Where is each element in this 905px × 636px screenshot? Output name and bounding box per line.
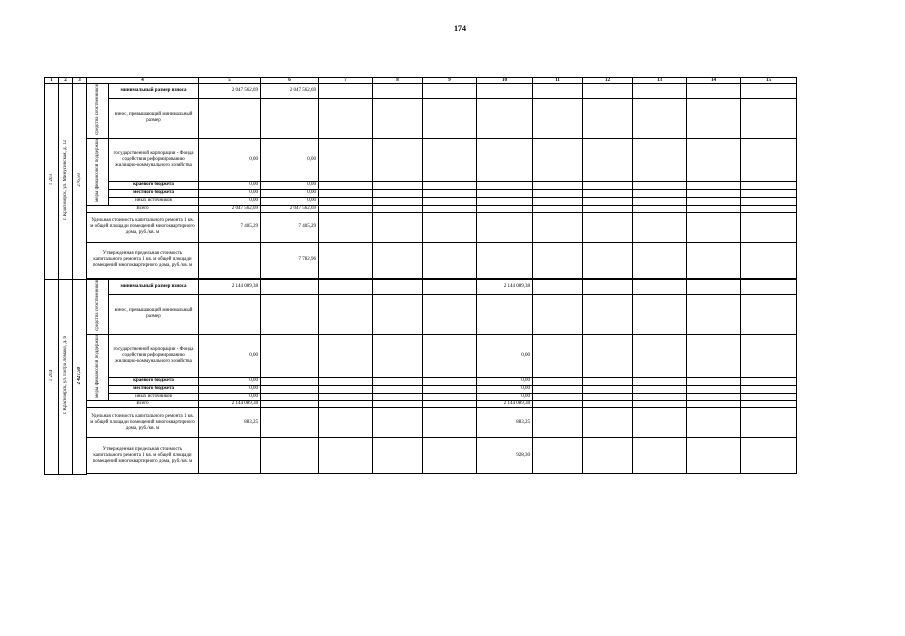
cell-col6: 2 047 562,69	[261, 205, 319, 212]
excess-contribution-label: взнос, превышающий минимальный размер	[109, 294, 199, 334]
cell-col6	[261, 279, 319, 294]
cell-col6	[261, 385, 319, 393]
house-address: г. Красноярск, ул. Петра Ломако, д. 6	[59, 279, 73, 474]
cell-col10: 0,00	[477, 385, 533, 393]
column-number: 11	[533, 78, 583, 84]
cell-col5: 0,00	[199, 189, 261, 197]
row-number: 1 204	[45, 279, 59, 474]
cell-col6: 7 405,29	[261, 212, 319, 242]
local-budget-label: местного бюджета	[109, 189, 199, 197]
column-number: 3	[73, 78, 87, 84]
unit-cost-label: Удельная стоимость капитального ремонта 1 кв. м общей площади помещений многоквартирного дома, руб./кв. м	[87, 408, 199, 438]
cell-col6	[261, 408, 319, 438]
unit-cost-label: Удельная стоимость капитального ремонта 1 кв. м общей площади помещений многоквартирного дома, руб./кв. м	[87, 212, 199, 242]
cell-col5: 0,00	[199, 197, 261, 205]
regional-budget-label: краевого бюджета	[109, 377, 199, 385]
cell-col10: 0,00	[477, 393, 533, 401]
cell-col6: 7 782,96	[261, 242, 319, 278]
column-number: 12	[583, 78, 633, 84]
cell-col5: 2 144 089,38	[199, 401, 261, 408]
financial-support-label: меры финансовой поддержки	[87, 334, 109, 401]
owner-funds-label: средства собственников	[87, 84, 109, 139]
max-cost-label: Утвержденная предельная стоимость капитального ремонта 1 кв. м общей площади помещений многоквартирного дома, руб./кв. м	[87, 242, 199, 278]
column-number: 6	[261, 78, 319, 84]
column-number: 4	[87, 78, 199, 84]
min-contribution-label: минимальный размер взноса	[109, 84, 199, 99]
page-number: 174	[454, 24, 466, 33]
column-number: 10	[477, 78, 533, 84]
cell-col10	[477, 189, 533, 197]
owner-funds-label: средства собственников	[87, 279, 109, 334]
cell-col6: 0,00	[261, 138, 319, 181]
cell-col5	[199, 438, 261, 474]
cell-col10: 928,30	[477, 438, 533, 474]
house-address: г. Красноярск, ул. Минусинская, д. 12	[59, 84, 73, 280]
column-number: 8	[373, 78, 423, 84]
cell-col5: 0,00	[199, 377, 261, 385]
cell-col5: 0,00	[199, 393, 261, 401]
cell-col10: 2 144 089,38	[477, 279, 533, 294]
state-corp-label: государственной корпорации - Фонда содействия реформированию жилищно-коммунального хозяйства	[109, 138, 199, 181]
cell-col6	[261, 377, 319, 385]
local-budget-label: местного бюджета	[109, 385, 199, 393]
cell-col5: 2 047 562,69	[199, 84, 261, 99]
cell-col10: 883,25	[477, 408, 533, 438]
cell-col5: 0,00	[199, 138, 261, 181]
cell-col5: 2 047 562,69	[199, 205, 261, 212]
house-area: 2 427,50	[73, 279, 87, 474]
cell-col6	[261, 438, 319, 474]
column-number: 7	[319, 78, 373, 84]
cell-col10: 0,00	[477, 377, 533, 385]
cell-col6: 0,00	[261, 189, 319, 197]
cell-col10	[477, 84, 533, 99]
cell-col10: 0,00	[477, 334, 533, 377]
column-number: 13	[633, 78, 687, 84]
cell-col10: 2 144 089,38	[477, 401, 533, 408]
column-number: 2	[59, 78, 73, 84]
excess-contribution-label: взнос, превышающий минимальный размер	[109, 98, 199, 138]
cell-col5: 0,00	[199, 334, 261, 377]
cell-col5: 883,25	[199, 408, 261, 438]
column-number: 1	[45, 78, 59, 84]
column-number: 14	[687, 78, 741, 84]
total-label: Всего	[87, 401, 199, 408]
house-area: 276,50	[73, 84, 87, 280]
capital-repair-table	[44, 77, 797, 475]
min-contribution-label: минимальный размер взноса	[109, 279, 199, 294]
cell-col5: 0,00	[199, 181, 261, 189]
regional-budget-label: краевого бюджета	[109, 181, 199, 189]
cell-col5: 0,00	[199, 385, 261, 393]
cell-col5	[199, 242, 261, 278]
cell-col10	[477, 242, 533, 278]
cell-col10	[477, 197, 533, 205]
cell-col10	[477, 205, 533, 212]
cell-col5: 2 144 089,38	[199, 279, 261, 294]
state-corp-label: государственной корпорации - Фонда содействия реформированию жилищно-коммунального хозяйства	[109, 334, 199, 377]
total-label: Всего	[87, 205, 199, 212]
cell-col10	[477, 212, 533, 242]
column-number: 15	[741, 78, 797, 84]
cell-col6	[261, 334, 319, 377]
cell-col6: 0,00	[261, 181, 319, 189]
cell-col10	[477, 138, 533, 181]
cell-col6: 0,00	[261, 197, 319, 205]
column-number: 5	[199, 78, 261, 84]
max-cost-label: Утвержденная предельная стоимость капитального ремонта 1 кв. м общей площади помещений многоквартирного дома, руб./кв. м	[87, 438, 199, 474]
cell-col10	[477, 181, 533, 189]
other-sources-label: иных источников	[109, 393, 199, 401]
column-number: 9	[423, 78, 477, 84]
cell-col6	[261, 393, 319, 401]
cell-col5: 7 405,29	[199, 212, 261, 242]
row-number: 1 203	[45, 84, 59, 280]
cell-col6: 2 047 562,69	[261, 84, 319, 99]
financial-support-label: меры финансовой поддержки	[87, 138, 109, 205]
other-sources-label: иных источников	[109, 197, 199, 205]
cell-col6	[261, 401, 319, 408]
